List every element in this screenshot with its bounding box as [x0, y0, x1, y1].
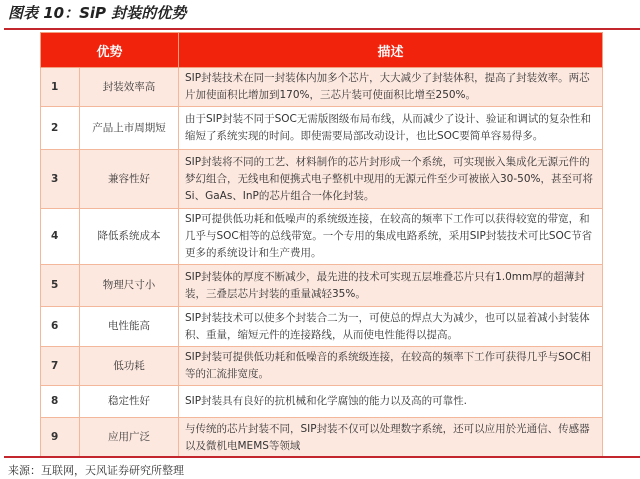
row-number: 1: [41, 68, 80, 107]
header-description: 描述: [179, 33, 603, 68]
row-number: 5: [41, 265, 80, 307]
row-number: 6: [41, 307, 80, 347]
table-row: [41, 209, 603, 265]
row-number: 4: [41, 209, 80, 265]
advantage-name: 封装效率高: [80, 68, 179, 107]
advantage-name: 兼容性好: [80, 150, 179, 209]
table-row: [41, 265, 603, 307]
advantage-name: 物理尺寸小: [80, 265, 179, 307]
advantage-description: 与传统的芯片封装不同，SIP封装不仅可以处理数字系统，还可以应用於光通信、传感器以及微机电MEMS等领域: [179, 418, 603, 458]
advantage-description: SIP封装体的厚度不断减少，最先进的技术可实现五层堆叠芯片只有1.0mm厚的超薄封装，三叠层芯片封装的重量减轻35%。: [179, 265, 603, 307]
advantage-name: 降低系统成本: [80, 209, 179, 265]
advantage-name: 电性能高: [80, 307, 179, 347]
advantage-description: SIP封装将不同的工艺、材料制作的芯片封形成一个系统，可实现嵌入集成化无源元件的梦幻组合，无线电和便携式电子整机中现用的无源元件至少可被嵌入30-50%，甚至可将Si、GaAs、InP的芯片组合一体化封装。: [179, 150, 603, 209]
top-divider: [4, 28, 640, 30]
advantage-description: 由于SIP封装不同于SOC无需版图级布局布线，从而减少了设计、验证和调试的复杂性和缩短了系统实现的时间。即使需要局部改动设计，也比SOC要简单容易得多。: [179, 107, 603, 150]
advantage-description: SIP封装可提供低功耗和低噪音的系统级连接，在较高的频率下工作可获得几乎与SOC相等的汇流排宽度。: [179, 347, 603, 386]
source-note: 来源：互联网，天风证券研究所整理: [8, 464, 184, 477]
table-row: [41, 68, 603, 107]
advantage-name: 应用广泛: [80, 418, 179, 458]
row-number: 2: [41, 107, 80, 150]
table-row: [41, 150, 603, 209]
advantage-name: 产品上市周期短: [80, 107, 179, 150]
row-number: 9: [41, 418, 80, 458]
row-number: 3: [41, 150, 80, 209]
advantage-description: SIP封装技术在同一封装体内加多个芯片，大大减少了封装体积，提高了封装效率。两芯片加使面积比增加到170%，三芯片装可使面积比增至250%。: [179, 68, 603, 107]
advantage-description: SIP可提供低功耗和低噪声的系统级连接，在较高的频率下工作可以获得较宽的带宽，和几乎与SOC相等的总线带宽。一个专用的集成电路系统，采用SIP封装技术可比SOC节省更多的系统设计和生产费用。: [179, 209, 603, 265]
header-advantage: 优势: [41, 33, 179, 68]
row-number: 8: [41, 386, 80, 418]
advantages-table: [40, 32, 603, 458]
advantage-description: SIP封装技术可以使多个封装合二为一，可使总的焊点大为减少，也可以显着减小封装体积、重量，缩短元件的连接路线，从而使电性能得以提高。: [179, 307, 603, 347]
row-number: 7: [41, 347, 80, 386]
advantage-description: SIP封装具有良好的抗机械和化学腐蚀的能力以及高的可靠性.: [179, 386, 603, 418]
table-row: [41, 107, 603, 150]
table-row: [41, 307, 603, 347]
table-row: [41, 347, 603, 386]
bottom-divider: [4, 456, 640, 458]
advantage-name: 稳定性好: [80, 386, 179, 418]
figure-title: 图表 10：SiP 封装的优势: [8, 4, 187, 22]
advantage-name: 低功耗: [80, 347, 179, 386]
table-row: [41, 418, 603, 458]
table-row: [41, 386, 603, 418]
table-header-row: [41, 33, 603, 68]
